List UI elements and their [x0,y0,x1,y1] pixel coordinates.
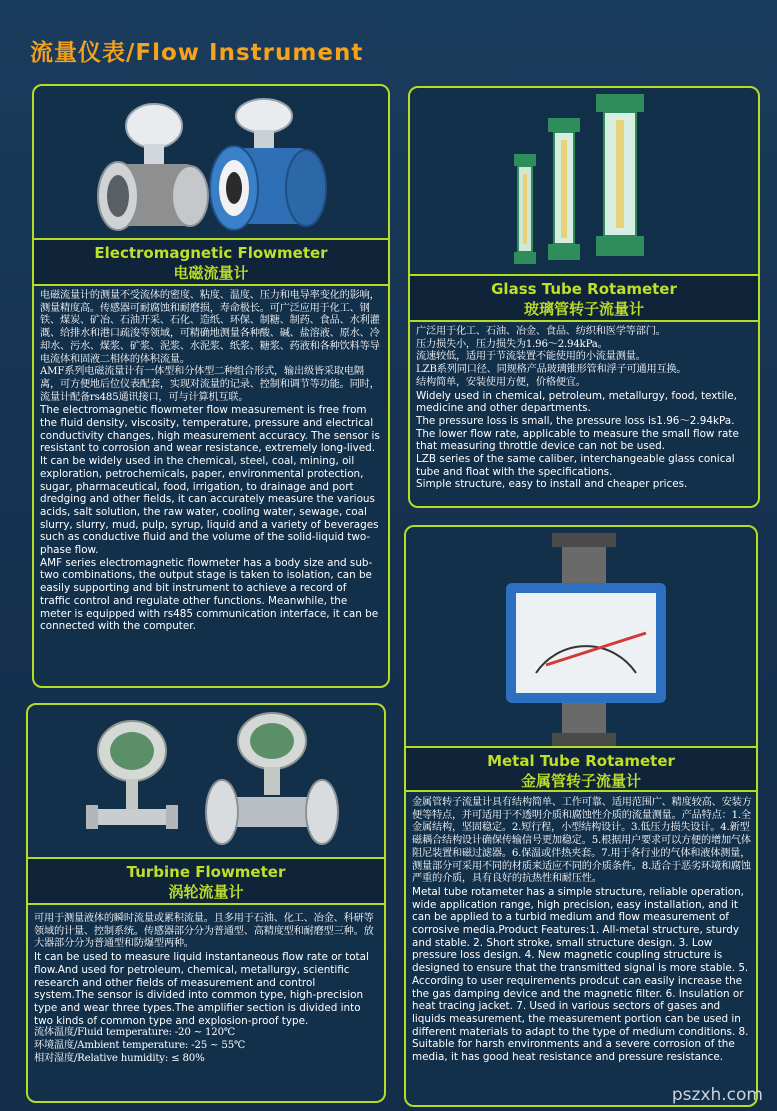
glass-zh-2: 压力损失小，压力损失为1.96～2.94kPa。 [416,338,608,350]
page-title: 流量仪表/Flow Instrument [30,40,364,66]
glass-title-en: Glass Tube Rotameter [491,280,677,298]
glass-en-2: The pressure loss is small, the pressure loss is1.96～2.94kPa. [416,414,735,427]
glass-zh-1: 广泛用于化工、石油、冶金、食品、纺织和医学等部门。 [416,326,666,337]
turbine-en-1: It can be used to measure liquid instantaneous flow rate or total flow.And used for petroleum, chemical, metallurgy, scientific research and other fields of measurement and control system.The sensor is divided into common type, high-precision type and wear three types.The amplifier section is divided into two kinds of common type and explosion-proof type. [34,951,369,1027]
turbine-spec-fluid-temperature: 流体温度/Fluid temperature: -20 ~ 120℃ [34,1027,236,1039]
electromagnetic-description [40,290,380,633]
metal-title-zh: 金属管转子流量计 [520,772,641,790]
electromagnetic-card [32,84,390,688]
metal-header [406,746,756,792]
metal-card [404,525,758,1107]
electromagnetic-para-zh-2: AMF系列电磁流量计有一体型和分体型二种组合形式，输出级皆采取电隔离，可方便地后位仪表配套，实现对流量的记录、控制和调节等功能。同时，流量计配备rs485通讯接口，可与计算机互联。 [40,366,380,403]
electromagnetic-para-en-1: The electromagnetic flowmeter flow measurement is free from the fluid density, viscosity, temperature, pressure and electrical conductivity changes, high measurement accuracy. The sensor is resistant to corrosion and wear resistance, extremely long-lived. [40,404,380,455]
turbine-header [28,857,384,905]
glass-title-zh: 玻璃管转子流量计 [523,300,644,318]
glass-zh-5: 结构简单，安装使用方便，价格便宜。 [416,376,586,388]
turbine-title-zh: 涡轮流量计 [168,883,244,901]
glass-en-5: Simple structure, easy to install and cheaper prices. [416,478,688,491]
electromagnetic-para-en-3: AMF series electromagnetic flowmeter has a body size and sub-two combinations, the output stage is taken to isolation, can be easily supporting and bit instrument to achieve a record of traffic control and regulate other functions. Meanwhile, the meter is equipped with rs485 communication interface, it can be connected with the computer. [40,556,379,633]
glass-zh-3: 流速较低，适用于节流装置不能使用的小流量测量。 [416,351,646,363]
electromagnetic-para-zh-1: 电磁流量计的测量不受流体的密度、粘度、温度、压力和电导率变化的影响，测量精度高。传感器可耐腐蚀和耐磨损，寿命极长。可广泛应用于化工、钢铁、煤炭、矿冶、石油开采、石化、造纸、环保、制糖、制药、食品、水利灌溉、给排水和港口疏浚等领域，可精确地测量各种酸、碱、盐溶液、原水、冷却水、污水、煤浆、矿浆、泥浆、水泥浆、纸浆、糖浆、药液和各种饮料等导电流体和固液二相体的体积流量。 [40,290,380,365]
turbine-description [34,913,376,1065]
glass-zh-4: LZB系列同口径、同规格产品玻璃锥形管和浮子可通用互换。 [416,364,687,376]
glass-en-3: The lower flow rate, applicable to measure the small flow rate that measuring throttle device can not be used. [416,427,739,453]
metal-title-en: Metal Tube Rotameter [487,752,675,770]
glass-en-1: Widely used in chemical, petroleum, metallurgy, food, textile, medicine and other departments. [416,389,737,415]
glass-header [410,274,758,322]
metal-en-1: Metal tube rotameter has a simple structure, reliable operation, wide application range, high precision, easy installation, and it can be applied to a turbid medium and flow measurement of corrosive media.Product Features:1. All-metal structure, sturdy and stable. 2. Short stroke, small structure design. 3. Low pressure loss design. 4. New magnetic coupling structure is designed to ensure that the transmitted signal is more stable. 5. According to user requirements prodcut can easily increase the the gas damping device and the magnetic filter. 6. Insulation or heat tracing jacket. 7. Used in various sectors of gases and liquids measurement, the measurement portion can be used in different materials to adapt to the type of medium conditions. 8. Suitable for harsh environments and a severe corrosion of the media, it has good heat resistance and pressure resistance. [412,885,749,1064]
turbine-flowmeter-illustration [82,711,342,861]
electromagnetic-flowmeter-illustration [84,96,334,244]
watermark: pszxh.com [671,1085,763,1105]
turbine-spec-relative-humidity: 相对湿度/Relative humidity: ≤ 80% [34,1052,205,1064]
metal-description [412,797,752,1064]
electromagnetic-title-zh: 电磁流量计 [173,264,249,282]
glass-en-4: LZB series of the same caliber, interchangeable glass conical tube and float with the specifications. [416,453,735,478]
turbine-title-en: Turbine Flowmeter [126,863,286,881]
glass-card [408,86,760,508]
turbine-spec-ambient-temperature: 环境温度/Ambient temperature: -25 ~ 55℃ [34,1040,246,1052]
electromagnetic-para-en-2: It can be widely used in the chemical, steel, coal, mining, oil exploration, petrochemicals, paper, environmental protection, sugar, pharmaceutical, food, irrigation, to drainage and port dredging and other fields, it can accurately measure the various acids, salt solution, the raw water, cooling water, sewage, coal slurry, slurry, mud, pulp, syrup, liquid and a variety of beverages such as conductive fluid and the volume of the solid-liquid two-phase flow. [40,455,379,557]
metal-tube-rotameter-illustration [496,533,676,749]
turbine-zh-1: 可用于测量液体的瞬时流量或累积流量。且多用于石油、化工、冶金、科研等领域的计量、控制系统。传感器部分分为普通型、高精度型和耐磨型三种。放大器部分分为普通型和防爆型两种。 [34,913,374,950]
metal-zh-1: 金属管转子流量计具有结构简单、工作可靠、适用范围广、精度较高、安装方便等特点，并可适用于不透明介质和腐蚀性介质的流量测量。产品特点：1.全金属结构，坚固稳定。2.短行程，小型结构设计。3.低压力损失设计。4.新型磁耦合结构设计确保传输信号更加稳定。5.根据用户要求可以方便的增加气体阻尼装置和磁过滤器。6.保温或伴热夹套。7.用于各行业的气体和液体测量，测量部分可采用不同的材质来适应不同的介质条件。8.适合于恶劣环境和腐蚀严重的介质，具有良好的抗热性和耐压性。 [412,797,752,885]
glass-tube-rotameter-illustration [506,94,656,274]
glass-description [416,326,754,491]
electromagnetic-header [34,238,388,286]
turbine-card [26,703,386,1103]
electromagnetic-title-en: Electromagnetic Flowmeter [94,244,328,262]
